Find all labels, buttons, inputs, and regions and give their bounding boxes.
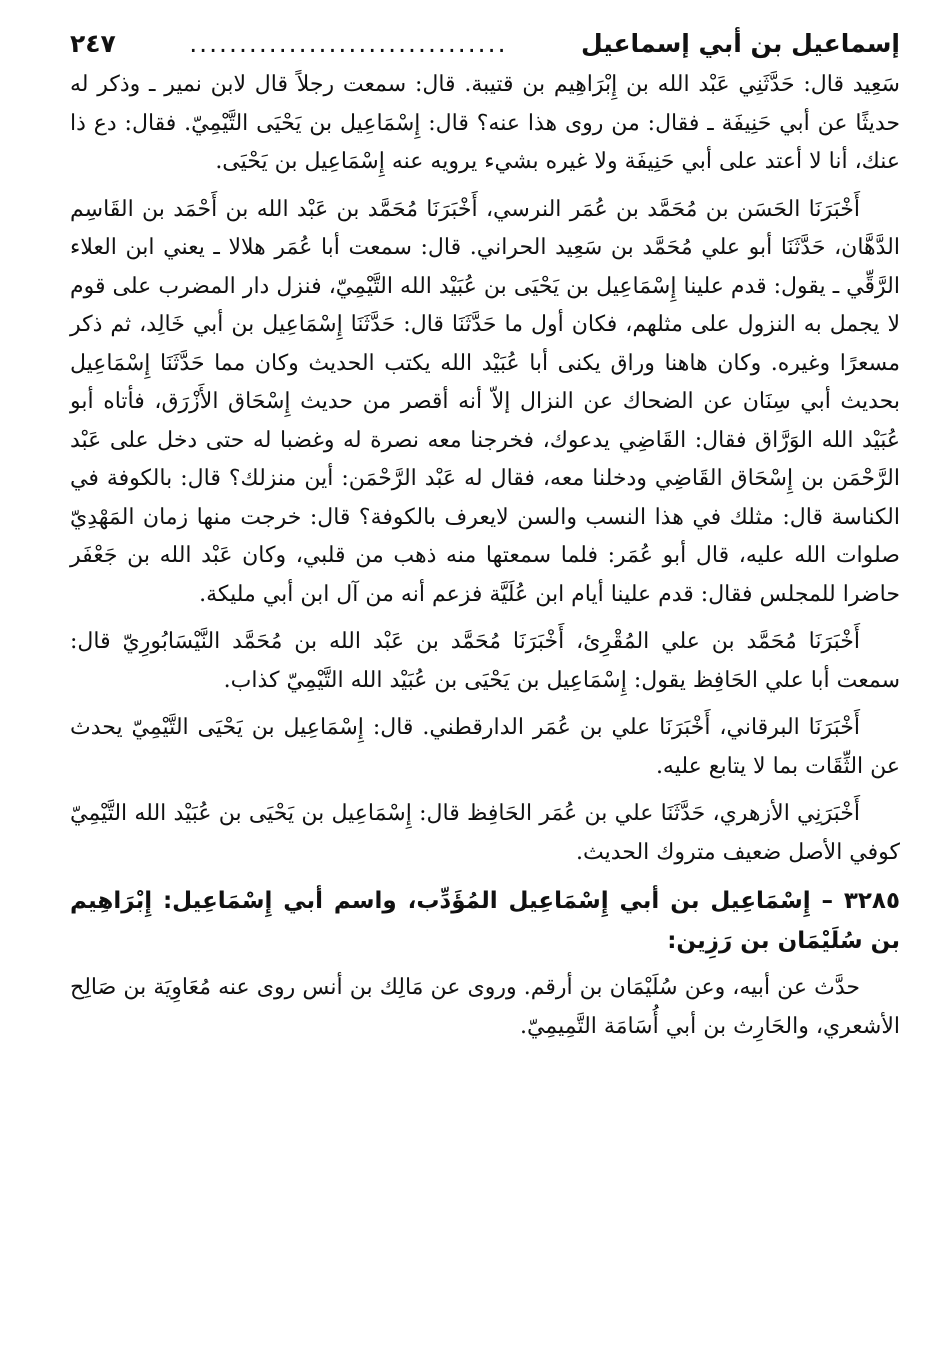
paragraph-5: أَخْبَرَنِي الأزهري، حَدَّثَنَا علي بن عُمَر الحَافِظ قال: إِسْمَاعِيل بن يَحْيَى بن عُبَيْد الله التَّيْمِيّ كوفي الأصل ضعيف متروك الحديث. xyxy=(70,801,900,865)
paragraph-3: أَخْبَرَنَا مُحَمَّد بن علي المُقْرِئ، أَخْبَرَنَا مُحَمَّد بن عَبْد الله بن مُحَمَّد النَّيْسَابُورِيّ قال: سمعت أبا علي الحَافِظ يقول: إِسْمَاعِيل بن يَحْيَى بن عُبَيْد الله التَّيْمِيّ كذاب. xyxy=(70,629,900,693)
entry-text: حدَّث عن أبيه، وعن سُلَيْمَان بن أرقم. وروى عن مَالِك بن أنس روى عنه مُعَاوِيَة بن صَالِح الأشعري، والحَارِث بن أبي أُسَامَة التَّمِيمِيّ. xyxy=(70,975,900,1039)
header-dot-leader: ................................ xyxy=(189,29,508,58)
document-page xyxy=(70,26,900,1055)
page-header xyxy=(70,26,900,66)
entry-heading: ٣٢٨٥ – إِسْمَاعِيل بن أبي إِسْمَاعِيل المُؤَدِّب، واسم أبي إِسْمَاعِيل: إِبْرَاهِيم بن سُلَيْمَان بن رَزِين: xyxy=(70,888,900,954)
paragraph-1: سَعِيد قال: حَدَّثَنِي عَبْد الله بن إِبْرَاهِيم بن قتيبة. قال: سمعت رجلاً قال لابن نمير ـ وذكر له حديثًا عن أبي حَنِيفَة ـ فقال: من روى هذا عنه؟ قال: إِسْمَاعِيل بن يَحْيَى التَّيْمِيّ. فقال: دع ذا عنك، أنا لا أعتد على أبي حَنِيفَة ولا غيره بشيء يرويه عنه إِسْمَاعِيل بن يَحْيَى. xyxy=(70,72,900,174)
page-number: ٢٤٧ xyxy=(70,29,116,58)
paragraph-2: أَخْبَرَنَا الحَسَن بن مُحَمَّد بن عُمَر النرسي، أَخْبَرَنَا مُحَمَّد بن عَبْد الله بن أَحْمَد بن القَاسِم الدَّهَّان، حَدَّثَنَا أبو علي مُحَمَّد بن سَعِيد الحراني. قال: سمعت أبا عُمَر هلالا ـ يعني ابن العلاء الرَّقِّي ـ يقول: قدم علينا إِسْمَاعِيل بن يَحْيَى بن عُبَيْد الله التَّيْمِيّ، فنزل دار المضرب على قوم لا يجمل به النزول على مثلهم، فكان أول ما حَدَّثَنَا قال: حَدَّثَنَا إِسْمَاعِيل بن أبي خَالِد، ثم ذكر مسعرًا وغيره. وكان هاهنا وراق يكنى أبا عُبَيْد الله يكتب الحديث وكان مما حَدَّثَنَا إِسْمَاعِيل بحديث أبي سِنَان عن الضحاك عن النزال إلاّ أنه أقصر من حديث إِسْحَاق الأَزْرَق، فأتاه أبو عُبَيْد الله الوَرَّاق فقال: القَاضِي يدعوك، فخرجنا معه نصرة له وغضبا له حتى دخل على عَبْد الرَّحْمَن بن إِسْحَاق القَاضِي ودخلنا معه، فقال له عَبْد الرَّحْمَن: أين منزلك؟ قال: بالكوفة في الكناسة قال: مثلك في هذا النسب والسن لايعرف بالكوفة؟ قال: خرجت منها زمان المَهْدِيّ صلوات الله عليه، قال أبو عُمَر: فلما سمعتها منه ذهب من قلبي، وكان عَبْد الله بن جَعْفَر حاضرا للمجلس فقال: قدم علينا أيام ابن عُلَيَّة فزعم أنه من آل ابن أبي مليكة. xyxy=(70,196,900,607)
running-title: إسماعيل بن أبي إسماعيل xyxy=(580,29,900,58)
paragraph-4: أَخْبَرَنَا البرقاني، أَخْبَرَنَا علي بن عُمَر الدارقطني. قال: إِسْمَاعِيل بن يَحْيَى التَّيْمِيّ يحدث عن الثِّقَات بما لا يتابع عليه. xyxy=(70,715,900,779)
